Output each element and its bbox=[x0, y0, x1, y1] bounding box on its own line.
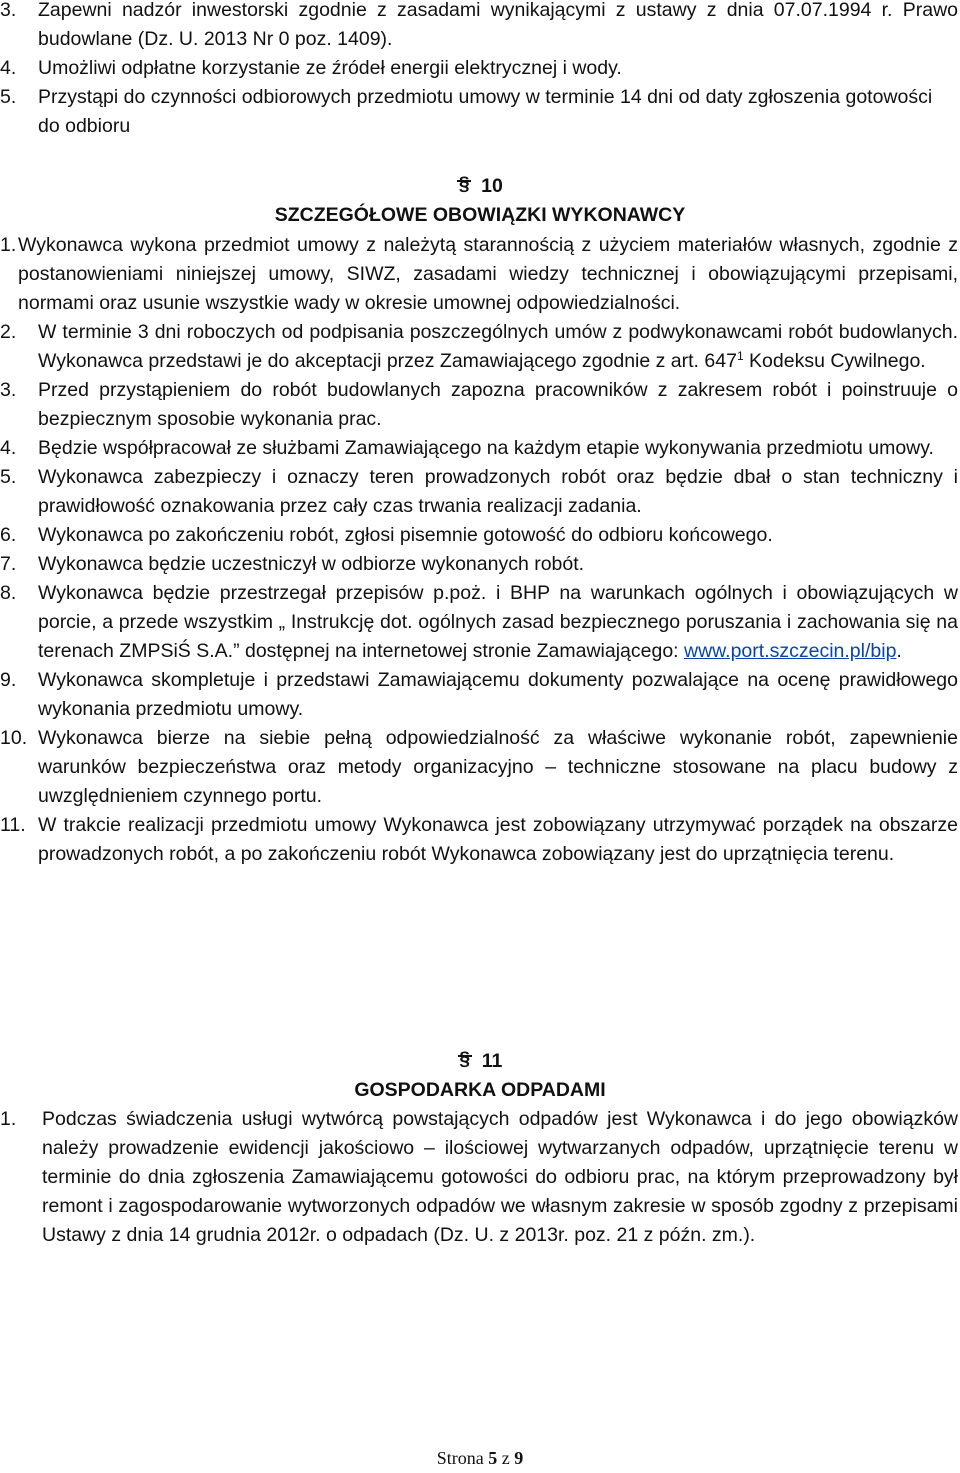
list-number: 8. bbox=[0, 582, 17, 604]
list-text: Umożliwi odpłatne korzystanie ze źródeł energii elektrycznej i wody. bbox=[38, 57, 622, 79]
page-footer bbox=[0, 1448, 960, 1469]
list-item bbox=[0, 83, 958, 141]
list-text: Wykonawca zabezpieczy i oznaczy teren prowadzonych robót oraz będzie dbał o stan techniczny i prawidłowość oznakowania przez cały czas trwania realizacji zadania. bbox=[38, 466, 958, 517]
list-text: Podczas świadczenia usługi wytwórcą powstających odpadów jest Wykonawca i do jego obowiązków należy prowadzenie ewidencji jakościowo – ilościowej wytwarzanych odpadów, uprzątnięcie terenu w terminie do dnia zgłoszenia Zamawiającemu gotowości do odbioru prac, na którym przeprowadzony był remont i zagospodarowanie wytworzonych odpadów we własnym zakresie w sposób zgodny z przepisami Ustawy z dnia 14 grudnia 2012r. o odpadach (Dz. U. z 2013r. poz. 21 z późn. zm.). bbox=[42, 1108, 958, 1246]
list-number: 7. bbox=[0, 553, 17, 575]
list-number: 3. bbox=[0, 379, 17, 401]
list-item bbox=[0, 231, 958, 318]
list-item bbox=[0, 54, 958, 83]
list-text bbox=[38, 318, 958, 376]
list-text: Wykonawca po zakończeniu robót, zgłosi pisemnie gotowość do odbioru końcowego. bbox=[38, 524, 773, 546]
list-item bbox=[0, 318, 958, 376]
list-text: Wykonawca będzie uczestniczył w odbiorze wykonanych robót. bbox=[38, 553, 585, 575]
continuation-list bbox=[0, 0, 958, 141]
superscript: 1 bbox=[736, 349, 744, 363]
list-item bbox=[0, 724, 958, 811]
section-number-line bbox=[0, 1047, 960, 1076]
footer-separator: z bbox=[497, 1448, 515, 1468]
list-text: Przed przystąpieniem do robót budowlanych zapozna pracowników z zakresem robót i poinstruuje o bezpiecznym sposobie wykonania prac. bbox=[38, 379, 958, 430]
section-title: GOSPODARKA ODPADAMI bbox=[354, 1079, 606, 1101]
footer-prefix: Strona bbox=[436, 1448, 489, 1468]
list-number: 11. bbox=[0, 814, 26, 836]
list-number: 1. bbox=[0, 234, 17, 256]
list-item bbox=[0, 434, 958, 463]
list-number: 9. bbox=[0, 669, 17, 691]
section-11-list bbox=[0, 1105, 958, 1250]
list-text: Wykonawca wykona przedmiot umowy z należytą starannością z użyciem materiałów własnych, zgodnie z postanowieniami niniejszej umowy, SIWZ, zasadami wiedzy technicznej i obowiązującymi przepisami, normami oraz usunie wszystkie wady w okresie umownej odpowiedzialności. bbox=[18, 234, 958, 314]
list-text: Będzie współpracował ze służbami Zamawiającego na każdym etapie wykonywania przedmiotu umowy. bbox=[38, 437, 934, 459]
section-title: SZCZEGÓŁOWE OBOWIĄZKI WYKONAWCY bbox=[274, 204, 686, 226]
paragraph-symbol-icon: § bbox=[458, 1045, 472, 1057]
footer-page-number: 5 bbox=[488, 1448, 498, 1468]
list-text: Zapewni nadzór inwestorski zgodnie z zasadami wynikającymi z ustawy z dnia 07.07.1994 r. Prawo budowlane (Dz. U. 2013 Nr 0 poz. 1409). bbox=[38, 0, 958, 50]
list-item bbox=[0, 521, 958, 550]
section-number: 10 bbox=[481, 175, 503, 197]
list-item bbox=[0, 579, 958, 666]
section-11-heading bbox=[0, 1047, 960, 1105]
section-10-list bbox=[0, 231, 958, 869]
list-text: Wykonawca bierze na siebie pełną odpowiedzialność za właściwe wykonanie robót, zapewnienie warunków bezpieczeństwa oraz metody organizacyjno – techniczne stosowane na placu budowy z uwzględnieniem czynnego portu. bbox=[38, 727, 958, 807]
list-number: 4. bbox=[0, 57, 17, 79]
list-number: 3. bbox=[0, 0, 17, 21]
list-number: 6. bbox=[0, 524, 17, 546]
list-text bbox=[38, 579, 958, 666]
list-item bbox=[0, 463, 958, 521]
section-number-line bbox=[0, 172, 960, 201]
list-number: 10. bbox=[0, 727, 28, 749]
list-item bbox=[0, 666, 958, 724]
bip-link[interactable]: www.port.szczecin.pl/bip bbox=[684, 640, 897, 662]
list-number: 1. bbox=[0, 1108, 17, 1130]
list-item bbox=[0, 1105, 958, 1250]
list-item bbox=[0, 0, 958, 54]
list-text-part: W terminie 3 dni roboczych od podpisania poszczególnych umów z podwykonawcami robót budowlanych. Wykonawca przedstawi je do akceptacji przez Zamawiającego zgodnie z art. 647 bbox=[38, 321, 958, 372]
list-text-part: Wykonawca będzie przestrzegał przepisów p.poż. i BHP na warunkach ogólnych i obowiązujących w porcie, a przede wszystkim „ Instrukcję dot. ogólnych zasad bezpiecznego poruszania i zachowania się na terenach ZMPSiŚ S.A.” dostępnej na internetowej stronie Zamawiającego: bbox=[38, 582, 958, 662]
list-item bbox=[0, 376, 958, 434]
list-number: 5. bbox=[0, 466, 17, 488]
section-number: 11 bbox=[481, 1050, 503, 1072]
footer-page-total: 9 bbox=[514, 1448, 524, 1468]
list-text: W trakcie realizacji przedmiotu umowy Wykonawca jest zobowiązany utrzymywać porządek na obszarze prowadzonych robót, a po zakończeniu robót Wykonawca zobowiązany jest do uprzątnięcia terenu. bbox=[38, 814, 958, 865]
list-item bbox=[0, 811, 958, 869]
list-text-part: Kodeksu Cywilnego. bbox=[743, 350, 926, 372]
list-text: Przystąpi do czynności odbiorowych przedmiotu umowy w terminie 14 dni od daty zgłoszenia gotowości do odbioru bbox=[38, 86, 933, 137]
list-number: 2. bbox=[0, 321, 17, 343]
paragraph-symbol-icon: § bbox=[457, 170, 471, 182]
section-10-heading bbox=[0, 172, 960, 230]
list-text: Wykonawca skompletuje i przedstawi Zamawiającemu dokumenty pozwalające na ocenę prawidłowego wykonania przedmiotu umowy. bbox=[38, 669, 958, 720]
list-text-part: . bbox=[896, 640, 902, 662]
list-item bbox=[0, 550, 958, 579]
list-number: 4. bbox=[0, 437, 17, 459]
list-number: 5. bbox=[0, 86, 17, 108]
